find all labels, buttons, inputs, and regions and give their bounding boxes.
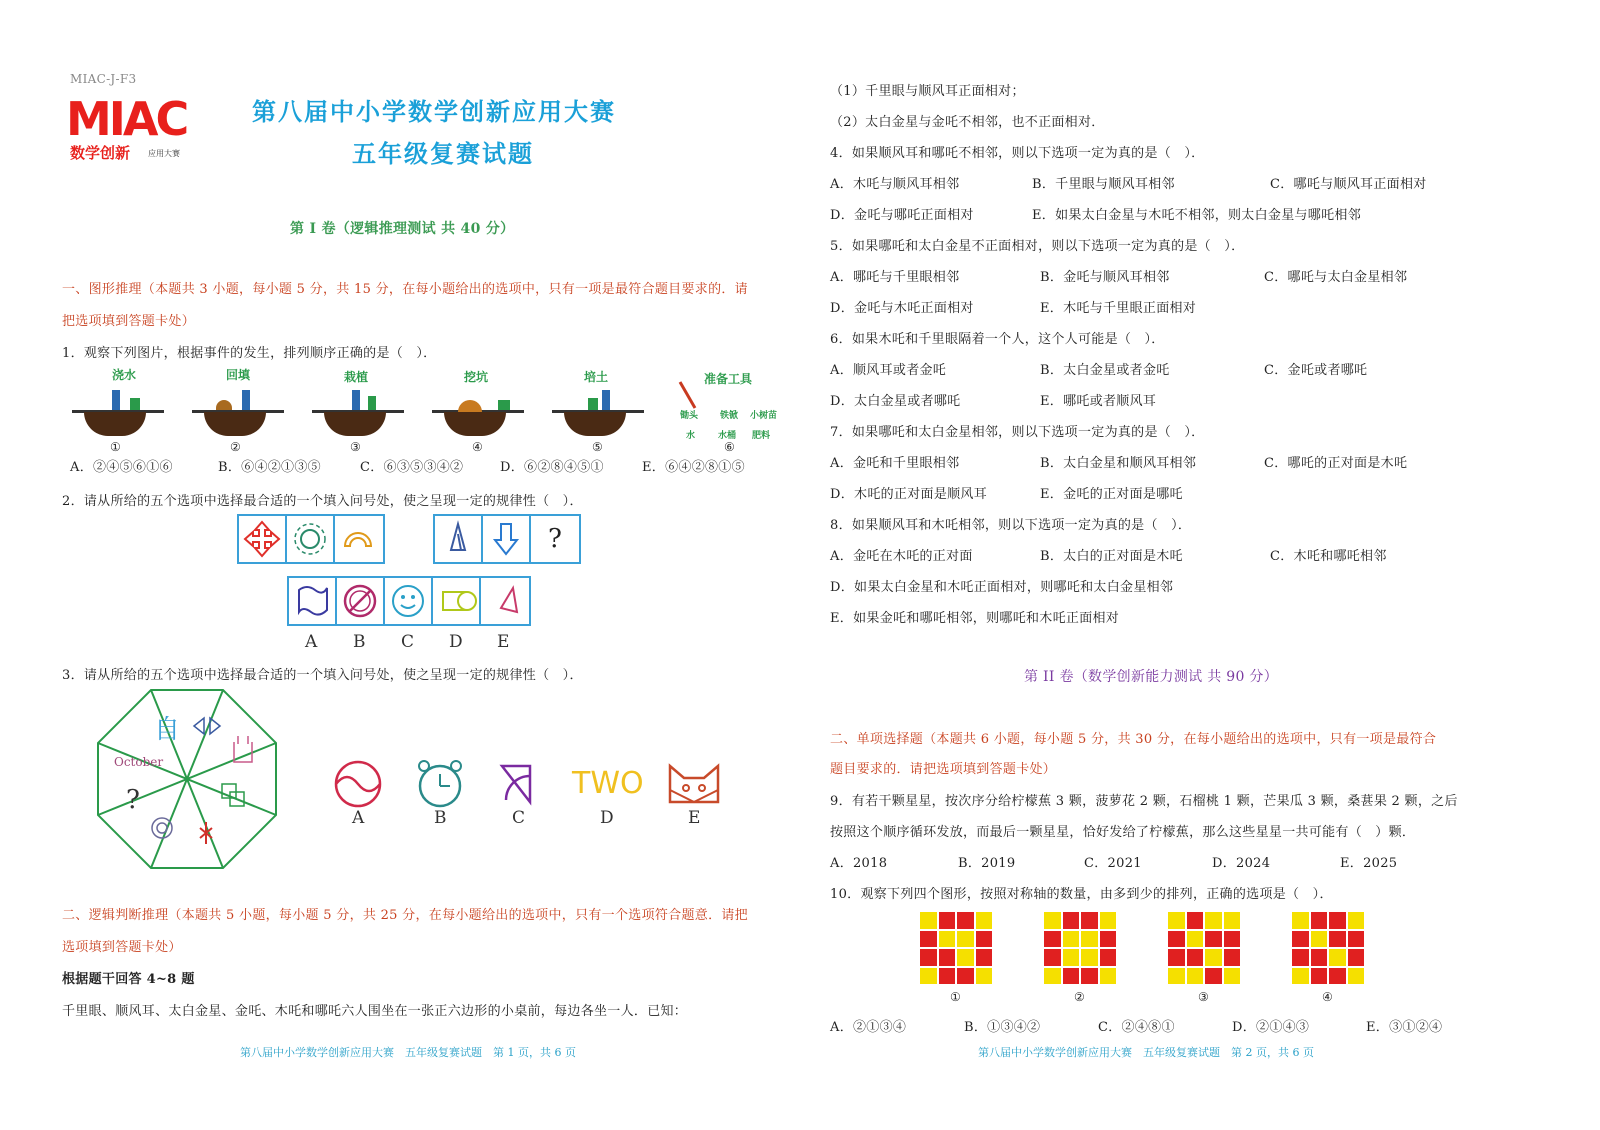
triangle-arrow-icon (481, 578, 527, 624)
q3-octagon-diagram (96, 688, 278, 870)
q3-option-a-icon (330, 756, 386, 812)
q2-label-a: A (305, 632, 318, 652)
grid-cell (1311, 949, 1328, 966)
arc-icon (335, 516, 381, 562)
q9-option-c: C．2021 (1084, 856, 1142, 871)
q3-option-e-fox-icon (664, 756, 724, 812)
grid-cell (957, 968, 974, 985)
miac-logo: MIAC 数学创新 应用大赛 (66, 92, 187, 162)
oct-char: 自 (154, 715, 181, 745)
grid-cell (1348, 949, 1365, 966)
q10-option-c: C．②④⑧① (1098, 1020, 1175, 1035)
grid-cell (1205, 949, 1222, 966)
question-6: 6．如果木吒和千里眼隔着一个人，这个人可能是（ ）． (830, 332, 1165, 347)
grid-cell (939, 912, 956, 929)
scene-earthing-up: 培土 (552, 366, 642, 436)
grid-num: ③ (1198, 990, 1210, 1004)
grid-cell (1348, 912, 1365, 929)
sun-icon (287, 516, 333, 562)
q1-option-b: B．⑥④②①③⑤ (218, 460, 321, 475)
grid-cell (1187, 949, 1204, 966)
grid-cell (1329, 949, 1346, 966)
grid-cell (1100, 968, 1117, 985)
grid-cell (1224, 912, 1241, 929)
q6-option-a: A．顺风耳或者金吒 (830, 363, 947, 378)
exam-code: MIAC-J-F3 (70, 72, 137, 86)
q5-option-a: A．哪吒与千里眼相邻 (830, 270, 960, 285)
q5-option-e: E．木吒与千里眼正面相对 (1040, 301, 1197, 316)
grid-cell (1081, 912, 1098, 929)
q3-label-c: C (512, 808, 526, 828)
q7-option-b: B．太白金星和顺风耳相邻 (1040, 456, 1197, 471)
q9-option-a: A．2018 (830, 856, 888, 871)
q1-option-a: A．②④⑤⑥①⑥ (70, 460, 173, 475)
q7-option-d: D．木吒的正对面是顺风耳 (830, 487, 988, 502)
grid-cell (1348, 968, 1365, 985)
condition-2: （2）太白金星与金吒不相邻，也不正面相对． (830, 115, 1105, 130)
q7-option-e: E．金吒的正对面是哪吒 (1040, 487, 1183, 502)
grid-cell (976, 912, 993, 929)
grid-cell (1224, 949, 1241, 966)
grid-cell (1205, 968, 1222, 985)
scene-backfill: 回填 (192, 366, 282, 436)
section-2-instructions-cont: 选项填到答题卡处） (62, 940, 182, 955)
q10-option-e: E．③①②④ (1366, 1020, 1443, 1035)
scene-watering: 浇水 (72, 366, 162, 436)
q4-8-heading: 根据题干回答 4~8 题 (62, 972, 195, 987)
q7-option-c: C．哪吒的正对面是木吒 (1264, 456, 1408, 471)
q8-option-a: A．金吒在木吒的正对面 (830, 549, 973, 564)
q9-option-b: B．2019 (958, 856, 1016, 871)
scene-num: ⑥ (724, 440, 736, 454)
grid-cell (1044, 912, 1061, 929)
grid-cell (939, 968, 956, 985)
grid-cell (1292, 968, 1309, 985)
grid-cell (1081, 968, 1098, 985)
section-2-instructions: 二、逻辑判断推理（本题共 5 小题，每小题 5 分，共 25 分，在每小题给出的选项中，只有一个选项符合题意．请把 (62, 908, 748, 923)
grid-cell (957, 931, 974, 948)
grid-cell (920, 949, 937, 966)
q4-8-stem: 千里眼、顺风耳、太白金星、金吒、木吒和哪吒六人围坐在一张正六边形的小桌前，每边各坐一人．已知： (62, 1004, 688, 1019)
wave-flag-icon (289, 578, 335, 624)
grid-cell (976, 931, 993, 948)
grid-cell (1063, 931, 1080, 948)
q1-option-e: E．⑥④②⑧①⑤ (642, 460, 745, 475)
q10-option-d: D．②①④③ (1232, 1020, 1310, 1035)
condition-1: （1）千里眼与顺风耳正面相对； (830, 84, 1025, 99)
section-3-instructions-cont: 题目要求的．请把选项填到答题卡处） (830, 762, 1057, 777)
q2-label-b: B (353, 632, 366, 652)
q3-label-a: A (352, 808, 365, 828)
capsule-icon (433, 578, 479, 624)
grid-cell (1329, 931, 1346, 948)
q2-sequence-2 (433, 514, 581, 564)
grid-cell (939, 931, 956, 948)
q2-label-d: D (449, 632, 463, 652)
q3-label-e: E (688, 808, 701, 828)
grid-cell (939, 949, 956, 966)
grid-cell (1311, 968, 1328, 985)
page-1-footer: 第八届中小学数学创新应用大赛 五年级复赛试题 第 1 页，共 6 页 (240, 1046, 576, 1059)
pinwheel-icon (200, 822, 212, 844)
q4-option-c: C．哪吒与顺风耳正面相对 (1270, 177, 1427, 192)
q3-label-b: B (434, 808, 447, 828)
grid-cell (1224, 931, 1241, 948)
grid-cell (920, 968, 937, 985)
symmetry-grid-figure (1292, 912, 1364, 984)
grid-cell (1187, 912, 1204, 929)
question-9: 9．有若干颗星星，按次序分给柠檬蕉 3 颗，菠萝花 2 颗，石榴桃 1 颗，芒果瓜 3 颗，桑葚果 2 颗，之后 (830, 794, 1458, 809)
q8-option-c: C．木吒和哪吒相邻 (1270, 549, 1387, 564)
section-1-instructions: 一、图形推理（本题共 3 小题，每小题 5 分，共 15 分，在每小题给出的选项中，只有一项是最符合题目要求的．请 (62, 282, 748, 297)
question-10: 10．观察下列四个图形，按照对称轴的数量，由多到少的排列，正确的选项是（ ）． (830, 887, 1333, 902)
q8-option-d: D．如果太白金星和木吒正面相对，则哪吒和太白金星相邻 (830, 580, 1174, 595)
grid-cell (1311, 912, 1328, 929)
q2-label-e: E (497, 632, 510, 652)
q3-label-d: D (600, 808, 614, 828)
q2-options (287, 576, 531, 626)
grid-cell (957, 949, 974, 966)
grid-cell (1311, 931, 1328, 948)
scene-planting: 栽植 (312, 366, 402, 436)
question-8: 8．如果顺风耳和木吒相邻，则以下选项一定为真的是（ ）． (830, 518, 1192, 533)
scene-num: ④ (472, 440, 484, 454)
oct-month: October (114, 755, 164, 769)
grid-num: ① (950, 990, 962, 1004)
q10-option-a: A．②①③④ (830, 1020, 907, 1035)
arrow-down-icon (483, 516, 529, 562)
symmetry-grid-figure (1044, 912, 1116, 984)
scene-num: ② (230, 440, 242, 454)
grid-cell (1168, 931, 1185, 948)
q4-option-b: B．千里眼与顺风耳相邻 (1032, 177, 1175, 192)
smiley-icon (385, 578, 431, 624)
grid-num: ④ (1322, 990, 1334, 1004)
grid-cell (1168, 949, 1185, 966)
q8-option-b: B．太白的正对面是木吒 (1040, 549, 1183, 564)
q6-option-c: C．金吒或者哪吒 (1264, 363, 1368, 378)
grid-cell (1168, 968, 1185, 985)
question-7: 7．如果哪吒和太白金星相邻，则以下选项一定为真的是（ ）． (830, 425, 1205, 440)
q10-option-b: B．①③④② (964, 1020, 1041, 1035)
grid-cell (1044, 949, 1061, 966)
q6-option-b: B．太白金星或者金吒 (1040, 363, 1170, 378)
grid-cell (1292, 912, 1309, 929)
q2-label-c: C (401, 632, 415, 652)
q3-option-b-clock-icon (412, 756, 468, 812)
symmetry-grid-figure (920, 912, 992, 984)
q4-option-d: D．金吒与哪吒正面相对 (830, 208, 974, 223)
q5-option-d: D．金吒与木吒正面相对 (830, 301, 974, 316)
grid-cell (976, 968, 993, 985)
grid-cell (1348, 931, 1365, 948)
grid-cell (976, 949, 993, 966)
grid-cell (1224, 968, 1241, 985)
grid-cell (957, 912, 974, 929)
grade-title: 五年级复赛试题 (352, 140, 534, 168)
grid-cell (1081, 931, 1098, 948)
q7-option-a: A．金吒和千里眼相邻 (830, 456, 960, 471)
symmetry-grid-figure (1168, 912, 1240, 984)
grid-cell (1044, 968, 1061, 985)
grid-cell (1100, 949, 1117, 966)
grid-cell (1187, 968, 1204, 985)
question-4: 4．如果顺风耳和哪吒不相邻，则以下选项一定为真的是（ ）． (830, 146, 1205, 161)
q4-option-e: E．如果太白金星与木吒不相邻，则太白金星与哪吒相邻 (1032, 208, 1361, 223)
target-icon (152, 818, 172, 838)
q3-option-d-text: TWO (572, 766, 644, 801)
grid-cell (1187, 931, 1204, 948)
grid-cell (1044, 931, 1061, 948)
q1-option-d: D．⑥②⑧④⑤① (500, 460, 604, 475)
grid-cell (1063, 949, 1080, 966)
q4-option-a: A．木吒与顺风耳相邻 (830, 177, 960, 192)
triangle-icon (435, 516, 481, 562)
grid-cell (1168, 912, 1185, 929)
grid-cell (1329, 968, 1346, 985)
q5-option-c: C．哪吒与太白金星相邻 (1264, 270, 1408, 285)
question-1: 1．观察下列图片，根据事件的发生，排列顺序正确的是（ ）． (62, 346, 437, 361)
q3-option-c-icon (492, 756, 548, 812)
question-mark: ? (548, 524, 562, 554)
grid-cell (1205, 931, 1222, 948)
grid-cell (1063, 968, 1080, 985)
scene-num: ⑤ (592, 440, 604, 454)
question-2: 2．请从所给的五个选项中选择最合适的一个填入问号处，使之呈现一定的规律性（ ）． (62, 494, 583, 509)
grid-cell (1329, 912, 1346, 929)
volume-2-heading: 第 II 卷（数学创新能力测试 共 90 分） (1024, 669, 1279, 685)
question-3: 3．请从所给的五个选项中选择最合适的一个填入问号处，使之呈现一定的规律性（ ）． (62, 668, 583, 683)
grid-cell (920, 912, 937, 929)
scene-num: ① (110, 440, 122, 454)
q6-option-e: E．哪吒或者顺风耳 (1040, 394, 1157, 409)
q9-option-e: E．2025 (1340, 856, 1398, 871)
section-3-instructions: 二、单项选择题（本题共 6 小题，每小题 5 分，共 30 分，在每小题给出的选项中，只有一项是最符合 (830, 732, 1437, 747)
question-5: 5．如果哪吒和太白金星不正面相对，则以下选项一定为真的是（ ）． (830, 239, 1245, 254)
grid-cell (1292, 949, 1309, 966)
q6-option-d: D．太白金星或者哪吒 (830, 394, 961, 409)
section-1-instructions-cont: 把选项填到答题卡处） (62, 314, 196, 329)
grid-cell (1063, 912, 1080, 929)
q9-option-d: D．2024 (1212, 856, 1271, 871)
q2-sequence-1 (237, 514, 385, 564)
grid-cell (920, 931, 937, 948)
grid-cell (1081, 949, 1098, 966)
page-2-footer: 第八届中小学数学创新应用大赛 五年级复赛试题 第 2 页，共 6 页 (978, 1046, 1314, 1059)
arrows-cross-icon (239, 516, 285, 562)
grid-cell (1205, 912, 1222, 929)
scene-digging: 挖坑 (432, 366, 522, 436)
grid-cell (1100, 931, 1117, 948)
grid-cell (1100, 912, 1117, 929)
oct-question: ? (126, 785, 140, 815)
prohibit-icon (337, 578, 383, 624)
q8-option-e: E．如果金吒和哪吒相邻，则哪吒和木吒正面相对 (830, 611, 1120, 626)
volume-1-heading: 第 I 卷（逻辑推理测试 共 40 分） (290, 221, 515, 237)
q5-option-b: B．金吒与顺风耳相邻 (1040, 270, 1170, 285)
grid-cell (1292, 931, 1309, 948)
q1-option-c: C．⑥③⑤③④② (360, 460, 464, 475)
scene-tools: 准备工具 锄头 铁锨 小树苗 水 水桶 肥料 (680, 372, 778, 441)
grid-num: ② (1074, 990, 1086, 1004)
scene-num: ③ (350, 440, 362, 454)
question-9-cont: 按照这个顺序循环发放，而最后一颗星星，恰好发给了柠檬蕉，那么这些星星一共可能有（ ）颗． (830, 825, 1416, 840)
contest-title: 第八届中小学数学创新应用大赛 (252, 98, 616, 126)
